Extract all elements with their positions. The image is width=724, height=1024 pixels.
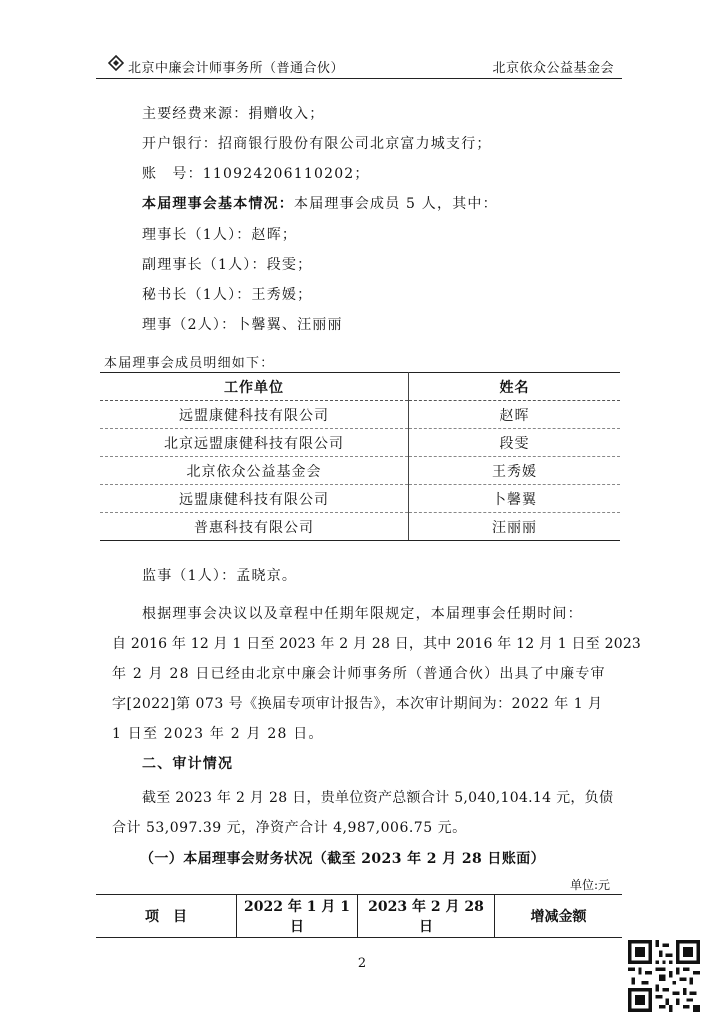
subsection-title-financial: （一）本届理事会财务状况（截至 2023 年 2 月 28 日账面） xyxy=(140,851,546,867)
header-end-date: 2023 年 2 月 28 日 xyxy=(358,895,495,938)
directors-line: 理事（2人）：卜馨翼、汪丽丽 xyxy=(142,317,343,333)
header-name: 姓名 xyxy=(409,373,621,401)
section-title-audit: 二、审计情况 xyxy=(142,756,234,772)
audit-line-1: 截至 2023 年 2 月 28 日，贵单位资产总额合计 5,040,104.14 元，负债 xyxy=(142,790,614,806)
table-row xyxy=(100,457,620,485)
header-item: 项 目 xyxy=(96,895,237,938)
members-intro: 本届理事会成员明细如下： xyxy=(104,356,275,371)
members-table-header xyxy=(100,373,620,401)
header-firm-name: 北京中廉会计师事务所（普通合伙） xyxy=(128,61,345,76)
page-header xyxy=(96,52,622,79)
term-line-1: 根据理事会决议以及章程中任期年限规定，本届理事会任期时间： xyxy=(142,606,583,622)
work-unit-cell: 远盟康健科技有限公司 xyxy=(100,485,409,513)
vice-chairman-line: 副理事长（1人）：段雯； xyxy=(142,257,313,273)
header-client-name: 北京依众公益基金会 xyxy=(492,61,614,76)
header-work-unit: 工作单位 xyxy=(100,373,409,401)
header-start-date: 2022 年 1 月 1 日 xyxy=(237,895,358,938)
name-cell: 王秀媛 xyxy=(409,457,621,485)
board-line xyxy=(142,193,498,213)
members-table xyxy=(100,372,620,541)
table-row xyxy=(100,401,620,429)
chairman-line: 理事长（1人）：赵晖； xyxy=(142,227,298,243)
name-cell: 赵晖 xyxy=(409,401,621,429)
work-unit-cell: 远盟康健科技有限公司 xyxy=(100,401,409,429)
account-line: 账 号：110924206110202； xyxy=(142,166,370,182)
board-text: 本届理事会成员 5 人，其中： xyxy=(294,196,498,212)
qr-code xyxy=(628,940,700,1012)
funding-line: 主要经费来源：捐赠收入； xyxy=(142,106,325,122)
page-number: 2 xyxy=(357,956,367,971)
name-cell: 卜馨翼 xyxy=(409,485,621,513)
work-unit-cell: 北京远盟康健科技有限公司 xyxy=(100,429,409,457)
secretary-line: 秘书长（1人）：王秀媛； xyxy=(142,287,313,303)
term-line-3: 年 2 月 28 日已经由北京中廉会计师事务所（普通合伙）出具了中廉专审 xyxy=(112,666,606,682)
bank-line: 开户银行：招商银行股份有限公司北京富力城支行； xyxy=(142,136,492,152)
term-line-4: 字[2022]第 073 号《换届专项审计报告》，本次审计期间为：2022 年 1 月 xyxy=(112,696,603,712)
financial-table xyxy=(96,894,622,938)
financial-table-header xyxy=(96,895,622,938)
unit-label: 单位:元 xyxy=(570,878,611,892)
table-row xyxy=(100,513,620,541)
audit-line-2: 合计 53,097.39 元，净资产合计 4,987,006.75 元。 xyxy=(112,820,467,836)
table-row xyxy=(100,485,620,513)
work-unit-cell: 北京依众公益基金会 xyxy=(100,457,409,485)
supervisor-line: 监事（1人）：孟晓京。 xyxy=(142,568,298,584)
term-line-5: 1 日至 2023 年 2 月 28 日。 xyxy=(112,726,324,742)
header-change-amount: 增减金额 xyxy=(495,895,623,938)
term-line-2: 自 2016 年 12 月 1 日至 2023 年 2 月 28 日，其中 2016 年 12 月 1 日至 2023 xyxy=(112,636,642,652)
board-label: 本届理事会基本情况： xyxy=(142,196,294,212)
name-cell: 汪丽丽 xyxy=(409,513,621,541)
table-row xyxy=(100,429,620,457)
work-unit-cell: 普惠科技有限公司 xyxy=(100,513,409,541)
name-cell: 段雯 xyxy=(409,429,621,457)
firm-logo-icon xyxy=(108,55,124,71)
